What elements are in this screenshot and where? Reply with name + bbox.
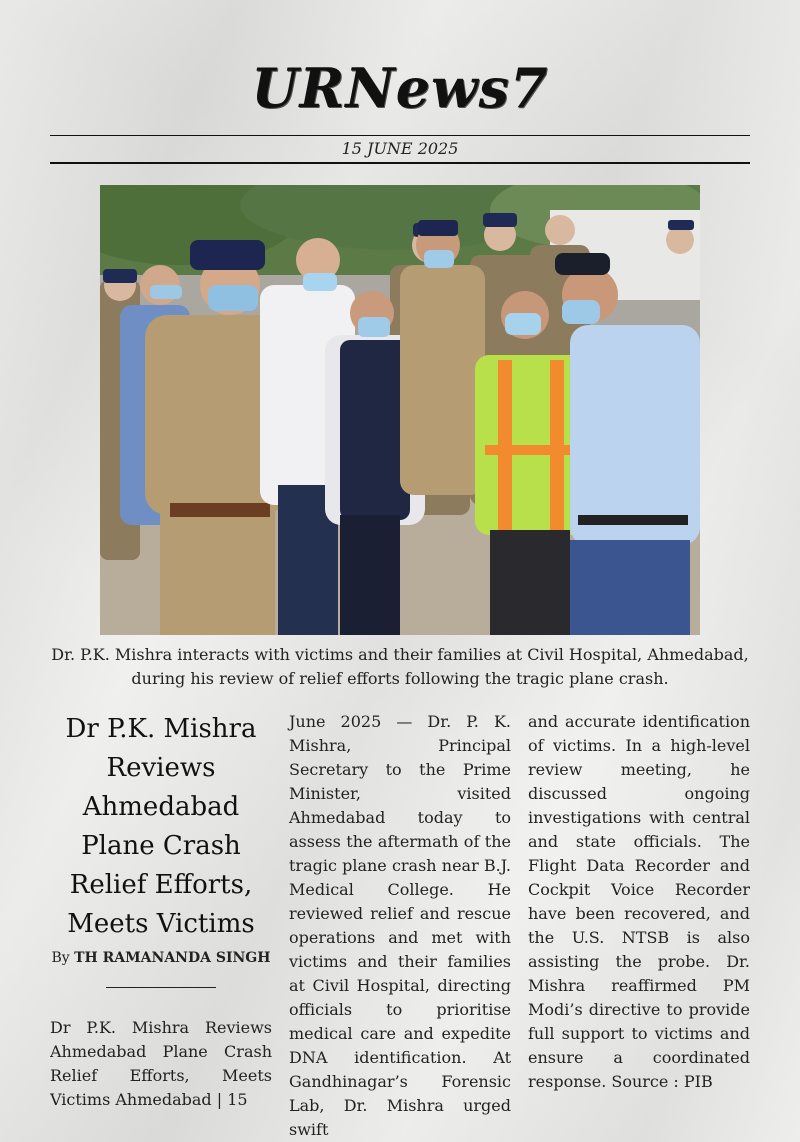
byline-divider bbox=[106, 987, 216, 988]
news-photo-illustration bbox=[100, 185, 700, 635]
masthead-title: URNews7 bbox=[251, 56, 549, 120]
news-photo bbox=[100, 185, 700, 635]
dateline: 15 JUNE 2025 bbox=[341, 139, 459, 158]
byline-author: TH RAMANANDA SINGH bbox=[74, 950, 271, 966]
article-column-3: and accurate identification of victims. In a high-level review meeting, he discussed ongoing investigations with central and state officials. The Flight Data Recorder and Cockpit Voice Recorder have been recovered, and the U.S. NTSB is also assisting the probe. Dr. Mishra reaffirmed PM Modi’s directive to provide full support to victims and ensure a coordinated response. Source : PIB bbox=[528, 712, 750, 1091]
byline bbox=[50, 947, 272, 969]
byline-prefix: By bbox=[51, 950, 70, 966]
masthead-rule-bottom bbox=[50, 162, 750, 164]
photo-caption: Dr. P.K. Mishra interacts with victims and their families at Civil Hospital, Ahmedabad, during his review of relief efforts following the tragic plane crash. bbox=[51, 645, 749, 688]
article-column-1: Dr P.K. Mishra Reviews Ahmedabad Plane Crash Relief Efforts, Meets Victims Ahmedabad | 15 bbox=[50, 1018, 272, 1109]
article-headline: Dr P.K. Mishra Reviews Ahmedabad Plane Crash Relief Efforts, Meets Victims bbox=[65, 714, 257, 939]
article-column-2: June 2025 — Dr. P. K. Mishra, Principal Secretary to the Prime Minister, visited Ahmedabad today to assess the aftermath of the tragic plane crash near B.J. Medical College. He reviewed relief and rescue operations and met with victims and their families at Civil Hospital, directing officials to prioritise medical care and expedite DNA identification. At Gandhinagar’s Forensic Lab, Dr. Mishra urged swift bbox=[289, 712, 511, 1139]
masthead-rule-top bbox=[50, 135, 750, 136]
